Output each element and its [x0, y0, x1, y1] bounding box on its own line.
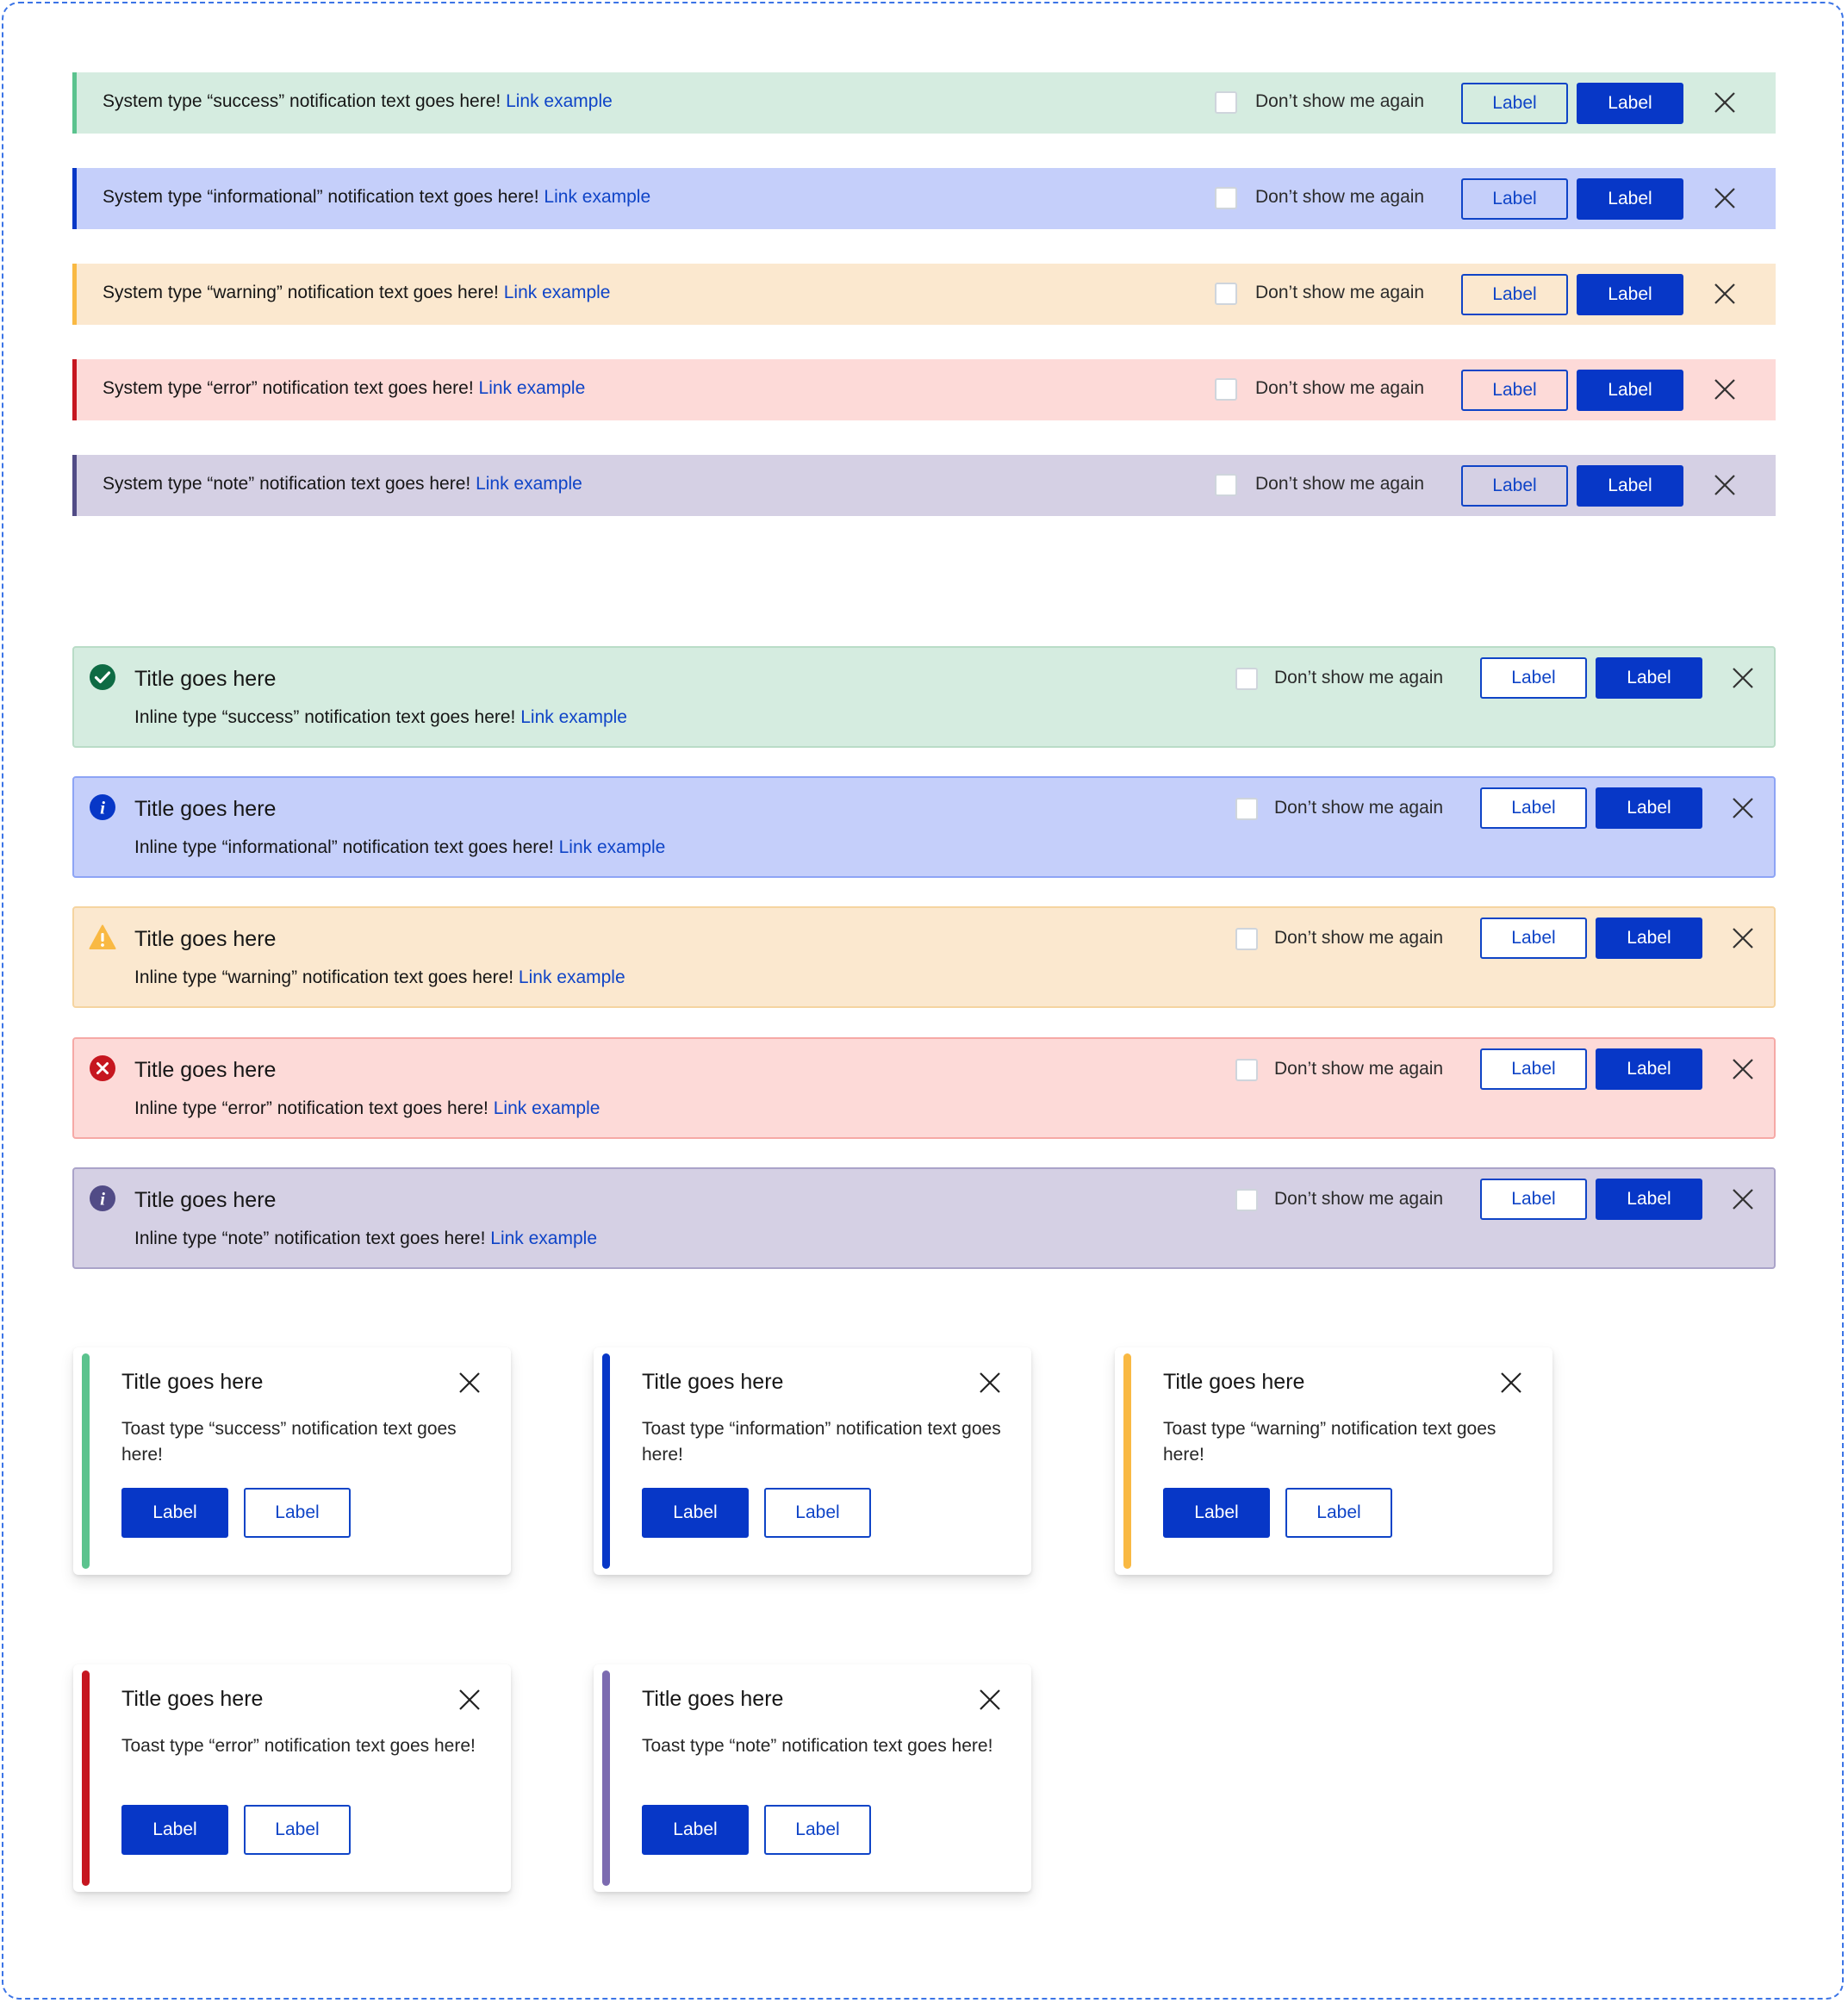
close-icon[interactable]: [1713, 473, 1737, 497]
dont-show-checkbox[interactable]: [1235, 668, 1258, 690]
toast-title: Title goes here: [121, 1370, 264, 1394]
dont-show-checkbox[interactable]: [1235, 798, 1258, 820]
close-icon[interactable]: [1731, 666, 1755, 690]
primary-button[interactable]: Label: [1596, 1048, 1702, 1090]
notification-message: [103, 378, 585, 399]
inline-notification-warning: [72, 906, 1776, 1008]
toast-title: Title goes here: [1163, 1370, 1305, 1394]
info-circle-icon: [89, 793, 116, 821]
close-icon[interactable]: [1731, 1187, 1755, 1211]
notification-text: Inline type “success” notification text goes here!: [134, 707, 516, 727]
dont-show-label[interactable]: Don’t show me again: [1255, 474, 1425, 494]
secondary-button[interactable]: Label: [244, 1805, 351, 1855]
toast-accent-bar: [82, 1670, 90, 1886]
dont-show-label[interactable]: Don’t show me again: [1274, 668, 1444, 687]
checkmark-circle-icon: [89, 663, 116, 691]
close-icon[interactable]: [1731, 926, 1755, 950]
toast-text: Toast type “warning” notification text goes here!: [1163, 1419, 1496, 1465]
dont-show-checkbox[interactable]: [1215, 474, 1237, 496]
link-example[interactable]: Link example: [476, 474, 582, 494]
secondary-button[interactable]: Label: [1461, 178, 1568, 220]
warning-triangle-icon: [89, 924, 116, 951]
dont-show-checkbox[interactable]: [1235, 1059, 1258, 1081]
notification-title: Title goes here: [134, 927, 277, 951]
primary-button[interactable]: Label: [121, 1805, 228, 1855]
notification-text: System type “success” notification text goes here!: [103, 91, 501, 111]
toast-text: Toast type “information” notification text goes here!: [642, 1419, 1001, 1465]
inline-notification-note: [72, 1167, 1776, 1269]
notification-message: [134, 1098, 600, 1119]
toast-title: Title goes here: [642, 1687, 784, 1711]
primary-button[interactable]: Label: [642, 1805, 749, 1855]
toast-accent-bar: [602, 1353, 610, 1569]
secondary-button[interactable]: Label: [244, 1488, 351, 1538]
notification-title: Title goes here: [134, 1058, 277, 1082]
primary-button[interactable]: Label: [1596, 787, 1702, 829]
toast-warning: [1115, 1347, 1552, 1575]
primary-button[interactable]: Label: [1596, 918, 1702, 959]
primary-button[interactable]: Label: [1163, 1488, 1270, 1538]
dont-show-checkbox[interactable]: [1215, 378, 1237, 401]
secondary-button[interactable]: Label: [1480, 657, 1587, 699]
system-notification-success: [72, 72, 1776, 134]
toast-text: Toast type “success” notification text goes here!: [121, 1419, 457, 1465]
close-icon[interactable]: [1731, 1057, 1755, 1081]
notification-text: System type “error” notification text goes here!: [103, 378, 474, 398]
svg-text:i: i: [100, 1188, 105, 1210]
info-circle-icon: [89, 1185, 116, 1212]
notification-message: [134, 967, 625, 988]
secondary-button[interactable]: Label: [764, 1488, 871, 1538]
toast-title: Title goes here: [642, 1370, 784, 1394]
toast-information: [594, 1347, 1031, 1575]
link-example[interactable]: Link example: [506, 91, 613, 111]
toast-accent-bar: [1123, 1353, 1131, 1569]
system-notification-informational: [72, 168, 1776, 229]
secondary-button[interactable]: Label: [1480, 787, 1587, 829]
primary-button[interactable]: Label: [1596, 1179, 1702, 1220]
primary-button[interactable]: Label: [1577, 83, 1683, 124]
close-icon[interactable]: [1499, 1371, 1523, 1395]
system-notification-warning: [72, 264, 1776, 325]
dont-show-label[interactable]: Don’t show me again: [1255, 91, 1425, 111]
notification-text: System type “note” notification text goes here!: [103, 474, 471, 494]
dont-show-checkbox[interactable]: [1235, 928, 1258, 950]
notification-text: Inline type “error” notification text goes here!: [134, 1098, 488, 1118]
error-circle-icon: [89, 1054, 116, 1082]
close-icon[interactable]: [1713, 282, 1737, 306]
dont-show-label[interactable]: Don’t show me again: [1255, 283, 1425, 302]
primary-button[interactable]: Label: [1577, 178, 1683, 220]
dont-show-label[interactable]: Don’t show me again: [1255, 378, 1425, 398]
link-example[interactable]: Link example: [518, 967, 625, 987]
secondary-button[interactable]: Label: [1285, 1488, 1392, 1538]
inline-notification-success: [72, 646, 1776, 748]
inline-notification-informational: [72, 776, 1776, 878]
link-example[interactable]: Link example: [503, 283, 611, 302]
notification-title: Title goes here: [134, 1188, 277, 1212]
svg-text:i: i: [100, 797, 105, 818]
primary-button[interactable]: Label: [121, 1488, 228, 1538]
dont-show-label[interactable]: Don’t show me again: [1255, 187, 1425, 207]
secondary-button[interactable]: Label: [1461, 83, 1568, 124]
primary-button[interactable]: Label: [1577, 274, 1683, 315]
primary-button[interactable]: Label: [1577, 370, 1683, 411]
secondary-button[interactable]: Label: [764, 1805, 871, 1855]
close-icon[interactable]: [978, 1371, 1002, 1395]
toast-accent-bar: [82, 1353, 90, 1569]
notification-message: [134, 1229, 597, 1249]
close-icon[interactable]: [1713, 186, 1737, 210]
toast-text: Toast type “error” notification text goes here!: [121, 1736, 476, 1756]
primary-button[interactable]: Label: [1596, 657, 1702, 699]
link-example[interactable]: Link example: [520, 707, 627, 727]
primary-button[interactable]: Label: [642, 1488, 749, 1538]
notification-message: [103, 474, 582, 495]
toast-accent-bar: [602, 1670, 610, 1886]
link-example[interactable]: Link example: [478, 378, 586, 398]
notification-message: [134, 837, 665, 858]
secondary-button[interactable]: Label: [1480, 918, 1587, 959]
toast-error: [73, 1664, 511, 1892]
inline-notification-error: [72, 1037, 1776, 1139]
toast-title: Title goes here: [121, 1687, 264, 1711]
notification-text: Inline type “warning” notification text goes here!: [134, 967, 514, 987]
close-icon[interactable]: [978, 1688, 1002, 1712]
dont-show-checkbox[interactable]: [1215, 91, 1237, 114]
secondary-button[interactable]: Label: [1480, 1048, 1587, 1090]
close-icon[interactable]: [1713, 377, 1737, 401]
dont-show-checkbox[interactable]: [1215, 283, 1237, 305]
notification-message: [103, 187, 650, 208]
system-notification-note: [72, 455, 1776, 516]
secondary-button[interactable]: Label: [1480, 1179, 1587, 1220]
secondary-button[interactable]: Label: [1461, 274, 1568, 315]
link-example[interactable]: Link example: [490, 1229, 597, 1248]
toast-note: [594, 1664, 1031, 1892]
dont-show-label[interactable]: Don’t show me again: [1274, 1189, 1444, 1209]
close-icon[interactable]: [1713, 90, 1737, 115]
system-notification-error: [72, 359, 1776, 420]
link-example[interactable]: Link example: [493, 1098, 600, 1118]
close-icon[interactable]: [457, 1688, 482, 1712]
dont-show-label[interactable]: Don’t show me again: [1274, 798, 1444, 818]
link-example[interactable]: Link example: [558, 837, 666, 857]
toast-text: Toast type “note” notification text goes here!: [642, 1736, 993, 1756]
link-example[interactable]: Link example: [544, 187, 651, 207]
secondary-button[interactable]: Label: [1461, 465, 1568, 507]
notification-message: [134, 707, 627, 728]
notification-text: Inline type “note” notification text goes here!: [134, 1229, 486, 1248]
notification-text: System type “informational” notification text goes here!: [103, 187, 539, 207]
notification-message: [103, 283, 610, 303]
dont-show-label[interactable]: Don’t show me again: [1274, 928, 1444, 948]
notification-title: Title goes here: [134, 667, 277, 691]
dont-show-label[interactable]: Don’t show me again: [1274, 1059, 1444, 1079]
notification-text: System type “warning” notification text goes here!: [103, 283, 499, 302]
notification-message: [103, 91, 613, 112]
notification-title: Title goes here: [134, 797, 277, 821]
close-icon[interactable]: [1731, 796, 1755, 820]
primary-button[interactable]: Label: [1577, 465, 1683, 507]
dont-show-checkbox[interactable]: [1235, 1189, 1258, 1211]
close-icon[interactable]: [457, 1371, 482, 1395]
secondary-button[interactable]: Label: [1461, 370, 1568, 411]
dont-show-checkbox[interactable]: [1215, 187, 1237, 209]
toast-success: [73, 1347, 511, 1575]
notification-text: Inline type “informational” notification text goes here!: [134, 837, 554, 857]
